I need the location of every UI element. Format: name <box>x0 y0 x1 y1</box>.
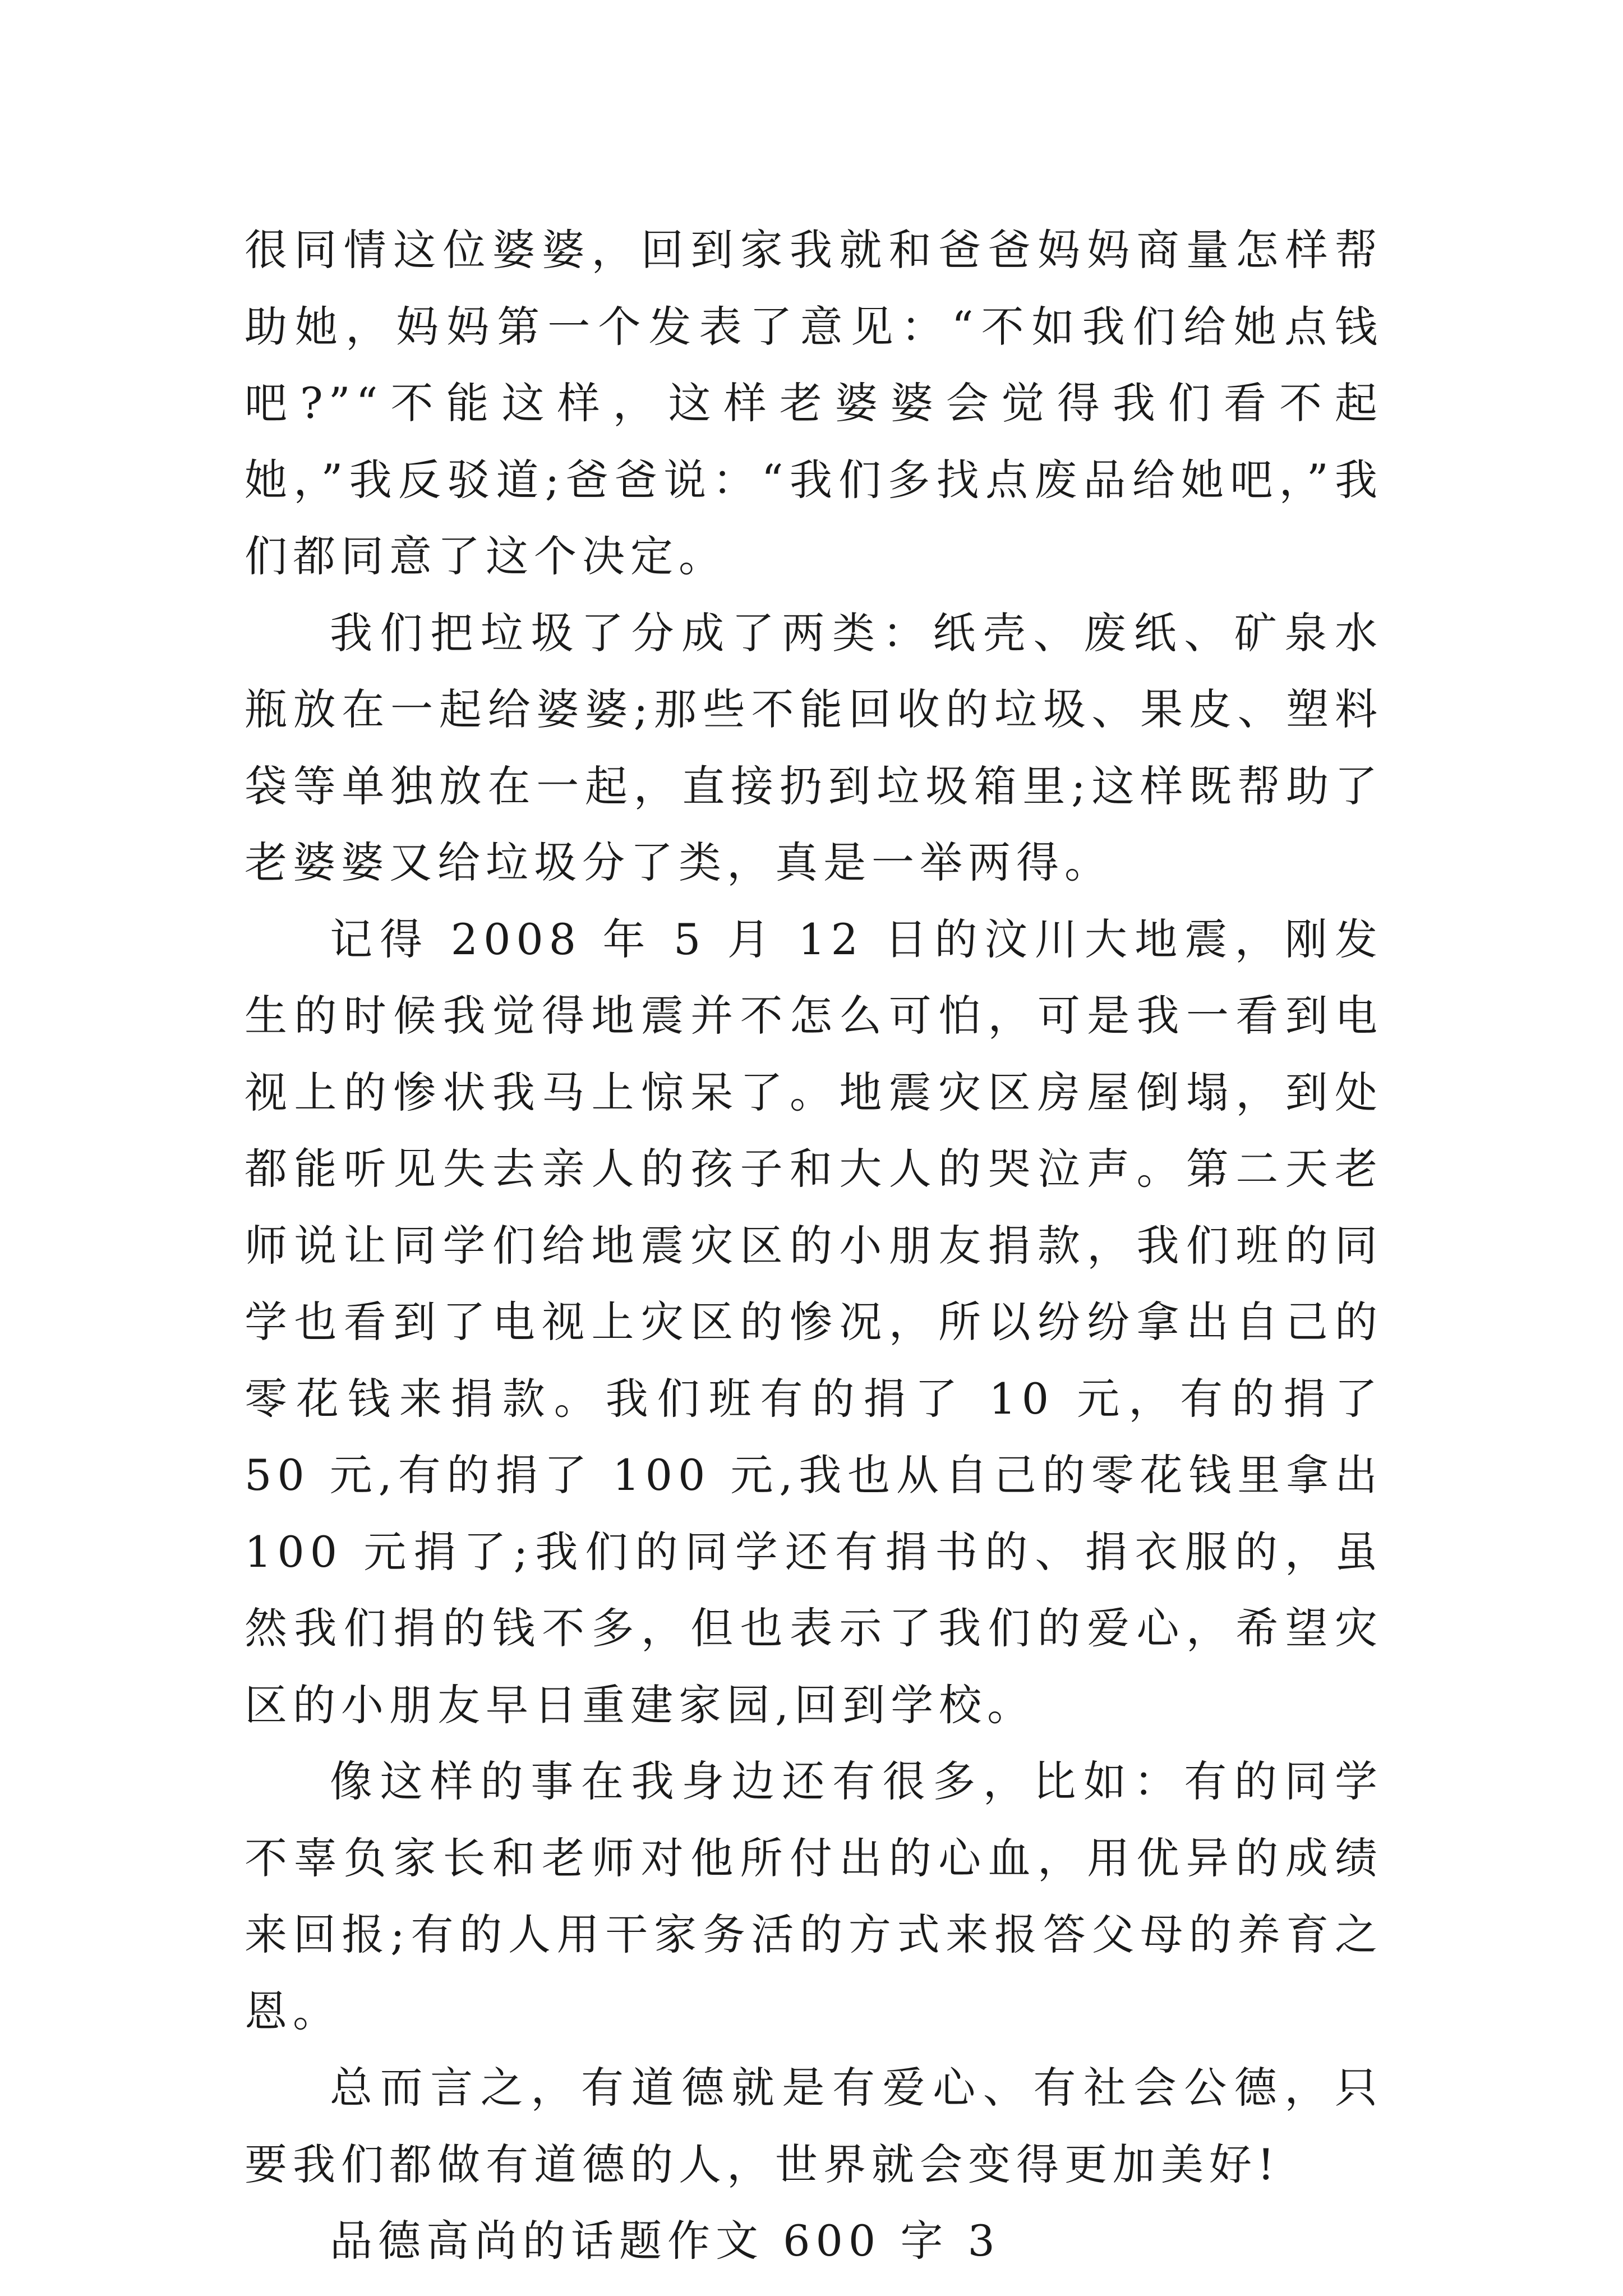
essay-section-heading: 品德高尚的话题作文 600 字 3 <box>330 2216 1000 2266</box>
paragraph-garbage-sorting: 我们把垃圾了分成了两类：纸壳、废纸、矿泉水瓶放在一起给婆婆;那些不能回收的垃圾、果皮、塑料袋等单独放在一起，直接扔到垃圾箱里;这样既帮助了老婆婆又给垃圾分了类，真是一举两得。 <box>245 608 1383 887</box>
paragraph-continued: 很同情这位婆婆，回到家我就和爸爸妈妈商量怎样帮助她，妈妈第一个发表了意见：“不如我们给她点钱吧?”“不能这样，这样老婆婆会觉得我们看不起她，”我反驳道;爸爸说：“我们多找点废品给她吧，”我们都同意了这个决定。 <box>245 225 1383 581</box>
paragraph-conclusion: 总而言之，有道德就是有爱心、有社会公德，只要我们都做有道德的人，世界就会变得更加美好! <box>245 2063 1383 2189</box>
essay-body <box>245 212 1383 2280</box>
paragraph-examples: 像这样的事在我身边还有很多，比如：有的同学不辜负家长和老师对他所付出的心血，用优异的成绩来回报;有的人用干家务活的方式来报答父母的养育之恩。 <box>245 1756 1383 2036</box>
paragraph-earthquake-donation: 记得 2008 年 5 月 12 日的汶川大地震，刚发生的时候我觉得地震并不怎么可怕，可是我一看到电视上的惨状我马上惊呆了。地震灾区房屋倒塌，到处都能听见失去亲人的孩子和大人的哭泣声。第二天老师说让同学们给地震灾区的小朋友捐款，我们班的同学也看到了电视上灾区的惨况，所以纷纷拿出自己的零花钱来捐款。我们班有的捐了 10 元，有的捐了 50 元,有的捐了 100 元,我也从自己的零花钱里拿出 100 元捐了;我们的同学还有捐书的、捐衣服的，虽然我们捐的钱不多，但也表示了我们的爱心，希望灾区的小朋友早日重建家园,回到学校。 <box>245 914 1383 1730</box>
